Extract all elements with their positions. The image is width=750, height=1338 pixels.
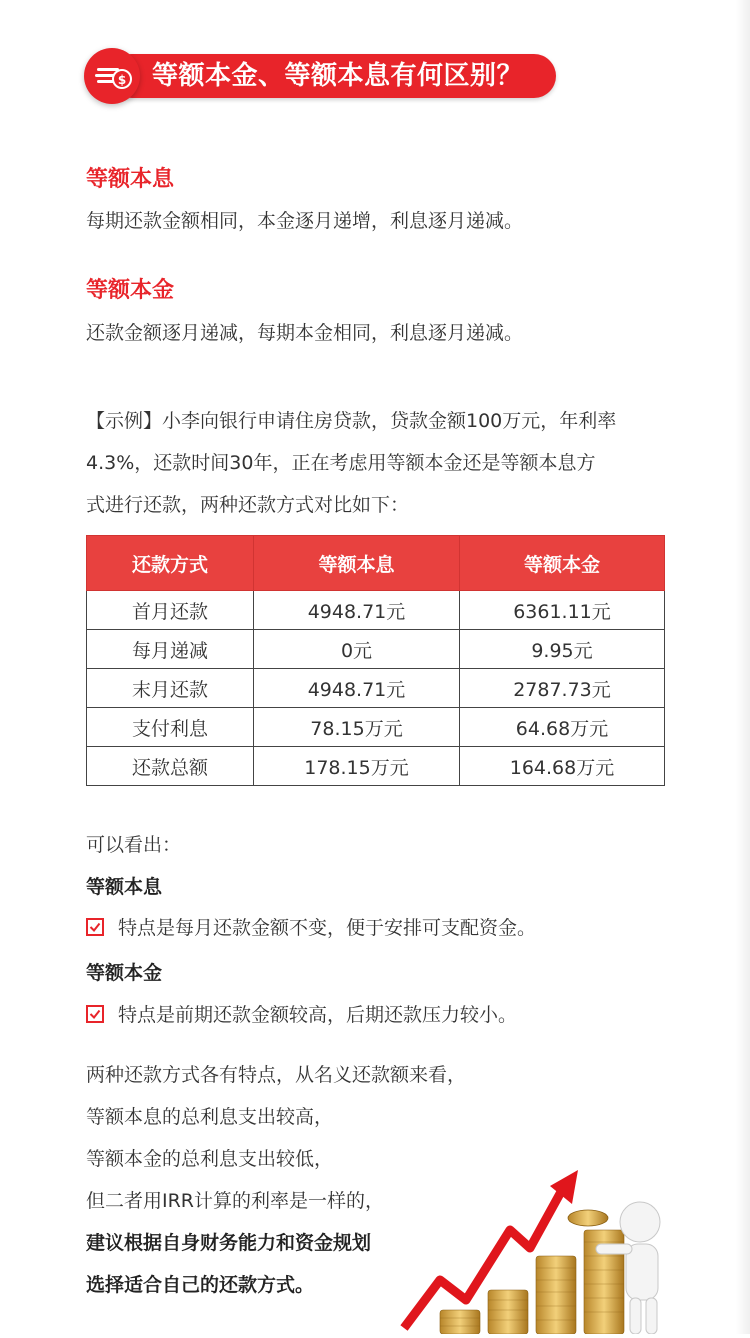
title-banner (84, 48, 556, 104)
comparison-table (86, 535, 665, 786)
example-line: 4.3%，还款时间30年，正在考虑用等额本金还是等额本息方 (86, 452, 596, 474)
conclusion-heading-equal-installment: 等额本息 (86, 876, 163, 898)
section-heading-equal-principal: 等额本金 (86, 278, 175, 303)
table-cell: 164.68万元 (460, 747, 665, 786)
table-cell: 支付利息 (87, 708, 254, 747)
table-header-cell: 还款方式 (87, 536, 254, 591)
summary-line: 两种还款方式各有特点，从名义还款额来看， (86, 1064, 467, 1086)
svg-text:$: $ (117, 73, 127, 87)
section-heading-equal-installment: 等额本息 (86, 167, 175, 192)
conclusion-point-equal-installment (86, 913, 536, 940)
table-cell: 4948.71元 (254, 591, 460, 630)
table-cell: 6361.11元 (460, 591, 665, 630)
page-edge-shadow (736, 0, 750, 1334)
summary-line: 等额本息的总利息支出较高， (86, 1106, 334, 1128)
example-paragraph (86, 400, 676, 526)
table-header-cell: 等额本息 (254, 536, 460, 591)
conclusion-point-text: 特点是前期还款金额较高，后期还款压力较小。 (118, 1004, 518, 1026)
conclusion-heading-equal-principal: 等额本金 (86, 962, 163, 984)
table-row (87, 630, 665, 669)
section-text-equal-installment: 每期还款金额相同，本金逐月递增，利息逐月递减。 (86, 210, 524, 232)
table-row (87, 669, 665, 708)
table-cell: 9.95元 (460, 630, 665, 669)
page-title: 等额本金、等额本息有何区别？ (152, 61, 524, 91)
conclusion-point-text: 特点是每月还款金额不变，便于安排可支配资金。 (118, 917, 537, 939)
table-row (87, 708, 665, 747)
table-cell: 64.68万元 (460, 708, 665, 747)
table-cell: 末月还款 (87, 669, 254, 708)
coins-growth-arrow-illustration (400, 1160, 750, 1334)
table-row (87, 591, 665, 630)
conclusion-point-equal-principal (86, 1000, 517, 1027)
table-cell: 78.15万元 (254, 708, 460, 747)
table-row (87, 747, 665, 786)
checkbox-checked-icon (86, 918, 104, 936)
conclusion-intro: 可以看出： (86, 834, 182, 856)
table-cell: 首月还款 (87, 591, 254, 630)
table-cell: 还款总额 (87, 747, 254, 786)
table-cell: 2787.73元 (460, 669, 665, 708)
table-cell: 每月递减 (87, 630, 254, 669)
summary-bold-line: 选择适合自己的还款方式。 (86, 1274, 315, 1296)
example-line: 式进行还款，两种还款方式对比如下： (86, 494, 410, 516)
summary-bold-line: 建议根据自身财务能力和资金规划 (86, 1232, 372, 1254)
table-cell: 0元 (254, 630, 460, 669)
section-text-equal-principal: 还款金额逐月递减，每期本金相同，利息逐月递减。 (86, 322, 524, 344)
summary-line: 等额本金的总利息支出较低， (86, 1148, 334, 1170)
table-header-cell: 等额本金 (460, 536, 665, 591)
checkbox-checked-icon (86, 1005, 104, 1023)
table-cell: 4948.71元 (254, 669, 460, 708)
example-line: 【示例】小李向银行申请住房贷款，贷款金额100万元，年利率 (86, 410, 617, 432)
table-cell: 178.15万元 (254, 747, 460, 786)
summary-line: 但二者用IRR计算的利率是一样的， (86, 1190, 385, 1212)
money-stack-icon (84, 48, 140, 104)
table-header-row (87, 536, 665, 591)
